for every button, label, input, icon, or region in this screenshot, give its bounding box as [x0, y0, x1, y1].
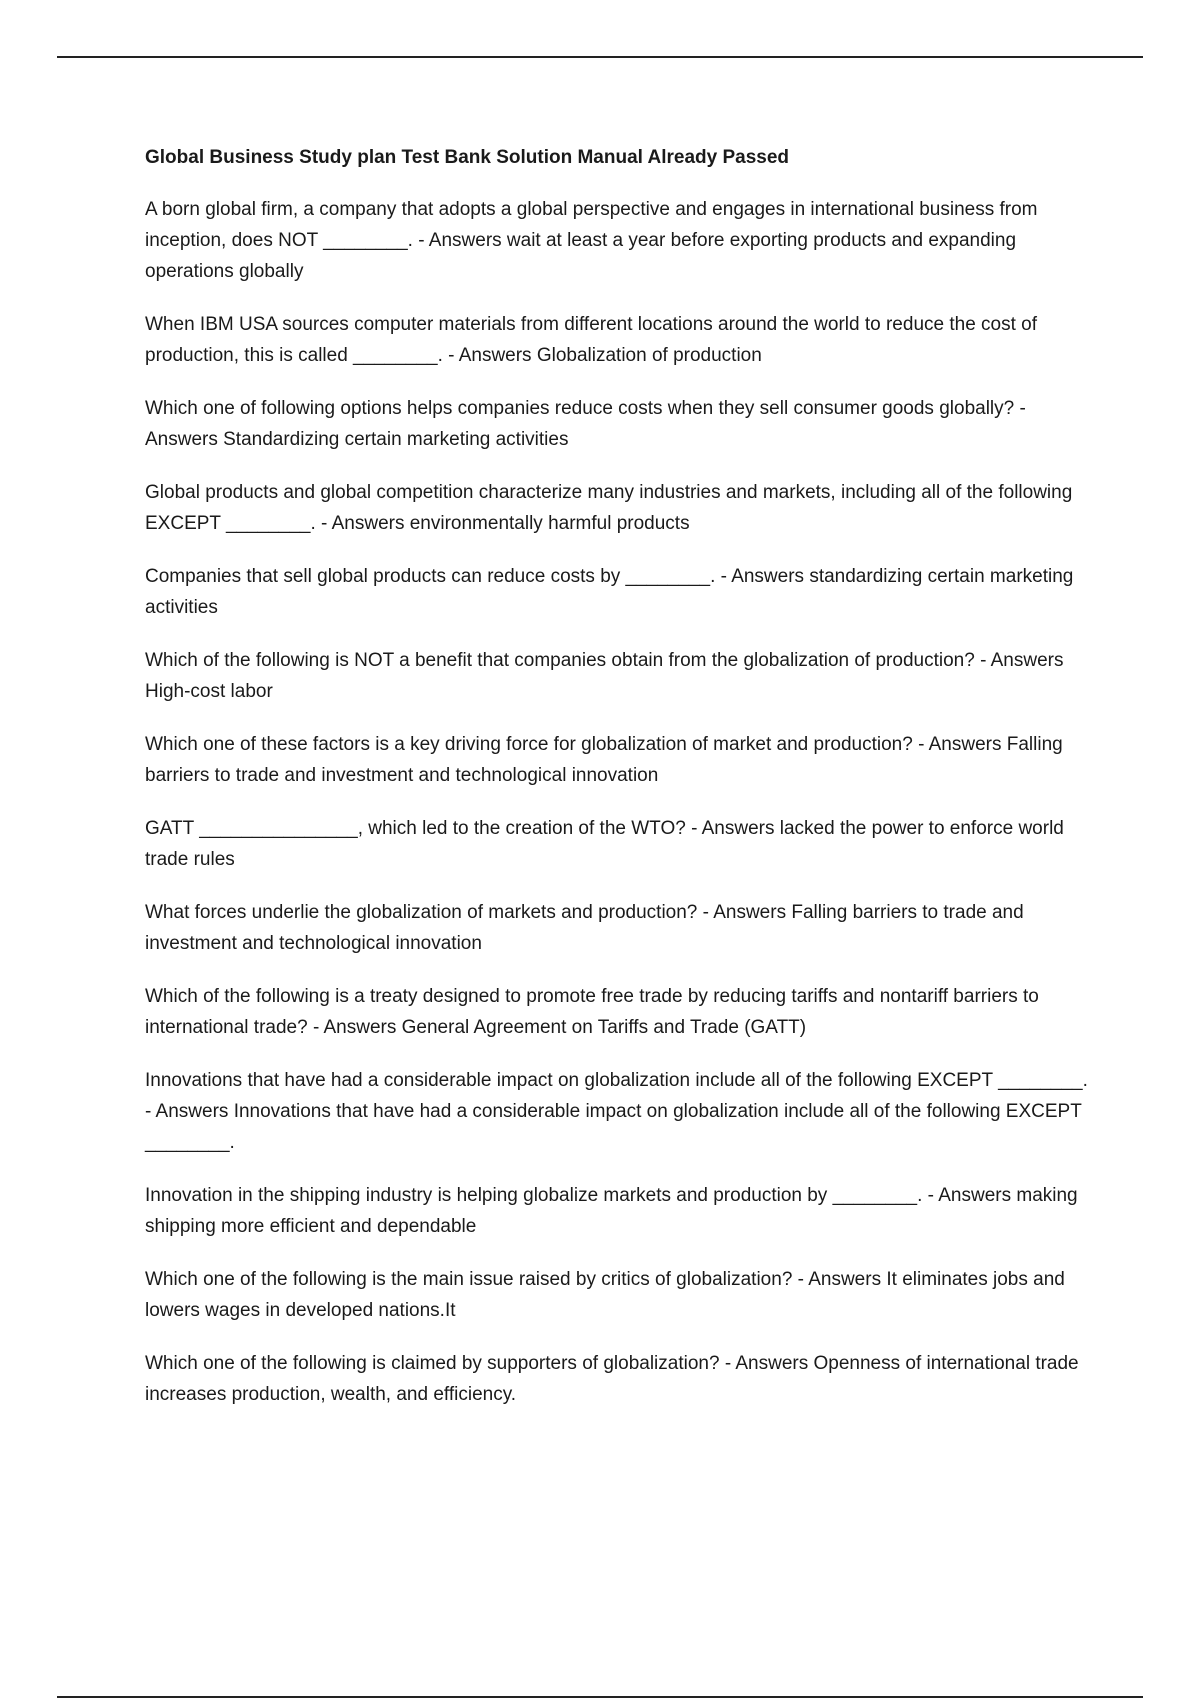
qa-item: When IBM USA sources computer materials from different locations around the world to reduce the cost of production, this is called ________. - Answers Globalization of production — [145, 314, 1038, 366]
qa-item: What forces underlie the globalization of markets and production? - Answers Falling barriers to trade and investment and technological innovation — [145, 902, 1024, 954]
qa-item: GATT _______________, which led to the creation of the WTO? - Answers lacked the power to enforce world trade rules — [145, 818, 1064, 870]
qa-item: A born global firm, a company that adopts a global perspective and engages in international business from inception, does NOT ________. - Answers wait at least a year before exporting products and expanding operations globally — [145, 199, 1038, 282]
qa-item: Which of the following is NOT a benefit that companies obtain from the globalization of production? - Answers High-cost labor — [145, 650, 1064, 702]
qa-item: Companies that sell global products can reduce costs by ________. - Answers standardizing certain marketing activities — [145, 566, 1074, 618]
qa-item: Innovation in the shipping industry is helping globalize markets and production by ________. - Answers making shipping more efficient and dependable — [145, 1185, 1078, 1237]
qa-item: Which one of following options helps companies reduce costs when they sell consumer goods globally? - Answers Standardizing certain marketing activities — [145, 398, 1026, 450]
document-body — [145, 143, 1090, 1432]
page-bottom-rule — [57, 1696, 1143, 1698]
qa-item: Which of the following is a treaty designed to promote free trade by reducing tariffs and nontariff barriers to international trade? - Answers General Agreement on Tariffs and Trade (GATT) — [145, 986, 1039, 1038]
qa-item: Which one of the following is claimed by supporters of globalization? - Answers Openness of international trade increases production, wealth, and efficiency. — [145, 1353, 1079, 1405]
qa-list — [145, 194, 1090, 1410]
qa-item: Global products and global competition characterize many industries and markets, including all of the following EXCEPT ________. - Answers environmentally harmful products — [145, 482, 1073, 534]
page-top-rule — [57, 56, 1143, 58]
qa-item: Innovations that have had a considerable impact on globalization include all of the following EXCEPT ________. - Answers Innovations that have had a considerable impact on globalization include all of the following EXCEPT ________. — [145, 1070, 1088, 1153]
document-title: Global Business Study plan Test Bank Solution Manual Already Passed — [145, 147, 790, 168]
qa-item: Which one of the following is the main issue raised by critics of globalization? - Answers It eliminates jobs and lowers wages in developed nations.It — [145, 1269, 1065, 1321]
qa-item: Which one of these factors is a key driving force for globalization of market and production? - Answers Falling barriers to trade and investment and technological innovation — [145, 734, 1063, 786]
